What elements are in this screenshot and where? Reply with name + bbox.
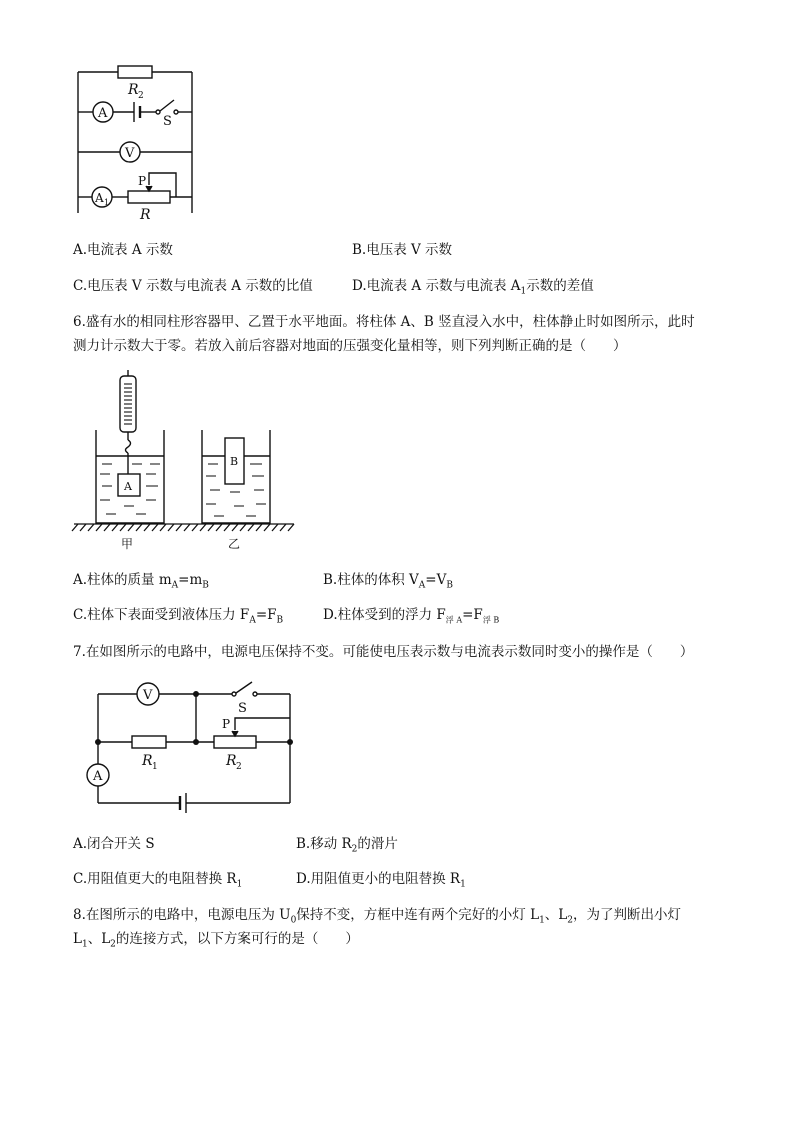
q8-stem-line1: 8.在图所示的电路中，电源电压为 $U_0$保持不变，方框中连有两个完好的小灯 $L_1$、$L_2$，为了判断出小灯 — [73, 907, 681, 926]
q6-label-yi: 乙 — [228, 537, 241, 551]
q7-label-v: V — [143, 688, 153, 703]
q5-circuit-diagram — [70, 60, 210, 225]
q5-label-a: A — [98, 106, 108, 121]
q7-label-a: A — [93, 769, 103, 784]
q6-label-a: A — [124, 480, 132, 493]
q7-label-r1-sub: 1 — [152, 762, 158, 772]
q7-option-c: C.用阻值更大的电阻替换 $R_1$ — [73, 871, 243, 890]
q6-option-a: A.柱体的质量 $m_A=m_B$ — [73, 572, 209, 591]
q7-option-d: D.用阻值更小的电阻替换 $R_1$ — [296, 871, 466, 890]
q5-option-b: B.电压表 V 示数 — [352, 242, 453, 258]
q5-label-v: V — [125, 146, 135, 161]
q5-label-p: P — [138, 174, 147, 188]
q7-label-s: S — [238, 701, 247, 716]
q6-option-d: D.柱体受到的浮力 $F_{浮 A}=F_{浮 B}$ — [323, 607, 500, 625]
q6-label-b: B — [230, 455, 239, 468]
q5-label-r2: R — [128, 82, 139, 98]
q7-label-r1: R — [142, 753, 153, 769]
q5-label-r: R — [140, 207, 151, 223]
q7-label-r2: R — [226, 753, 237, 769]
q5-option-a: A.电流表 A 示数 — [73, 242, 173, 258]
q5-option-c: C.电压表 V 示数与电流表 A 示数的比值 — [73, 278, 313, 294]
q8-stem-line2: $L_1$、$L_2$的连接方式，以下方案可行的是（ ） — [73, 931, 359, 950]
q6-containers-diagram — [70, 368, 300, 553]
q6-option-c: C.柱体下表面受到液体压力 $F_A=F_B$ — [73, 607, 284, 626]
q6-stem-line2: 测力计示数大于零。若放入前后容器对地面的压强变化量相等，则下列判断正确的是（ ） — [73, 338, 627, 354]
q7-label-r2-sub: 2 — [236, 762, 242, 772]
q5-label-a1-sub: 1 — [104, 198, 110, 207]
q7-switch-s — [236, 682, 252, 693]
q7-option-b: B.移动 $R_2$的滑片 — [296, 836, 398, 855]
q5-label-r2-sub: 2 — [138, 91, 144, 101]
q5-resistor-r2 — [118, 66, 152, 78]
q6-stem-line1: 6.盛有水的相同柱形容器甲、乙置于水平地面。将柱体 A、B 竖直浸入水中，柱体静止时如图所示，此时 — [73, 314, 695, 330]
q5-label-s: S — [163, 114, 172, 129]
q6-option-b: B.柱体的体积 $V_A=V_B$ — [323, 572, 453, 591]
q6-label-jia: 甲 — [121, 537, 134, 551]
q7-resistor-r1 — [132, 736, 166, 748]
q7-label-p: P — [222, 717, 231, 731]
q7-stem: 7.在如图所示的电路中，电源电压保持不变。可能使电压表示数与电流表示数同时变小的操作是（ ） — [73, 644, 694, 660]
q5-option-d: D.电流表 A 示数与电流表 $A_1$示数的差值 — [352, 278, 594, 297]
q7-circuit-diagram — [80, 672, 300, 812]
q7-option-a: A.闭合开关 S — [73, 836, 155, 852]
q5-switch-s — [160, 100, 174, 111]
q7-rheostat-r2 — [214, 736, 256, 748]
q5-label-a1: A — [95, 191, 104, 205]
q5-rheostat-r — [128, 191, 170, 203]
